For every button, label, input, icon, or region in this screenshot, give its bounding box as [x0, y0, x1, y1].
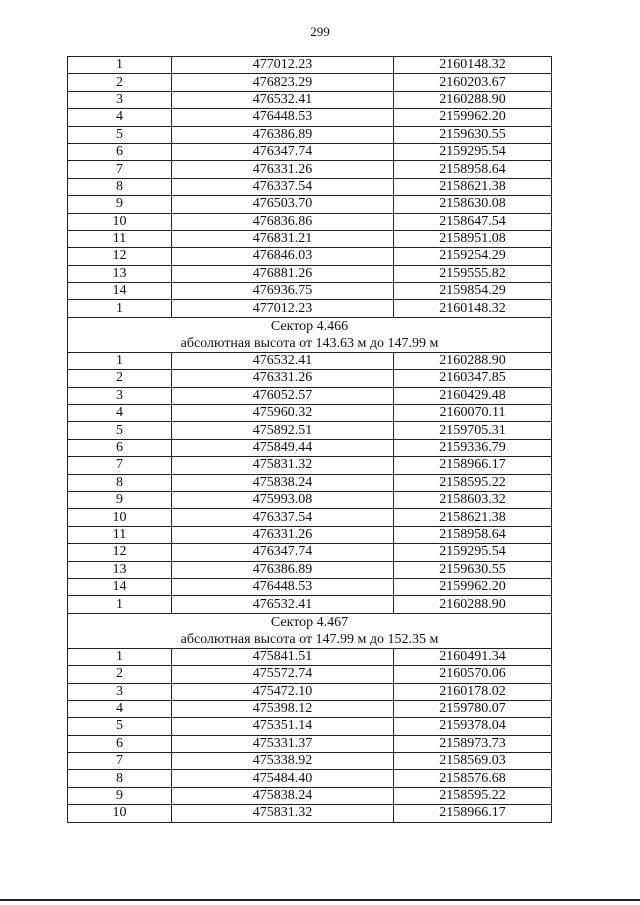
x-coordinate-cell: 475472.10: [172, 683, 394, 700]
sector-title: Сектор 4.467: [270, 614, 349, 630]
y-coordinate-cell: 2159630.55: [394, 561, 552, 578]
x-coordinate-cell: 475960.32: [172, 405, 394, 422]
y-coordinate-cell: 2158595.22: [394, 474, 552, 491]
x-coordinate-cell: 477012.23: [172, 300, 394, 317]
x-coordinate-cell: 475831.32: [172, 457, 394, 474]
point-number-cell: 5: [68, 126, 172, 143]
y-coordinate-cell: 2159555.82: [394, 265, 552, 282]
point-number-cell: 14: [68, 578, 172, 595]
x-coordinate-cell: 476347.74: [172, 544, 394, 561]
coordinates-table: [67, 56, 552, 823]
y-coordinate-cell: 2159295.54: [394, 143, 552, 160]
coordinate-row: [68, 666, 552, 683]
y-coordinate-cell: 2159962.20: [394, 578, 552, 595]
coordinate-row: [68, 300, 552, 317]
coordinate-row: [68, 648, 552, 665]
point-number-cell: 5: [68, 422, 172, 439]
y-coordinate-cell: 2160288.90: [394, 596, 552, 613]
point-number-cell: 4: [68, 700, 172, 717]
coordinate-row: [68, 596, 552, 613]
y-coordinate-cell: 2160288.90: [394, 91, 552, 108]
coordinates-table-body: [68, 57, 552, 823]
page-number: 299: [310, 24, 330, 39]
y-coordinate-cell: 2158569.03: [394, 753, 552, 770]
coordinate-row: [68, 213, 552, 230]
y-coordinate-cell: 2158958.64: [394, 161, 552, 178]
x-coordinate-cell: 475841.51: [172, 648, 394, 665]
point-number-cell: 6: [68, 439, 172, 456]
y-coordinate-cell: 2158958.64: [394, 526, 552, 543]
x-coordinate-cell: 476532.41: [172, 91, 394, 108]
point-number-cell: 1: [68, 57, 172, 74]
coordinate-row: [68, 74, 552, 91]
y-coordinate-cell: 2159854.29: [394, 283, 552, 300]
y-coordinate-cell: 2159254.29: [394, 248, 552, 265]
x-coordinate-cell: 476503.70: [172, 196, 394, 213]
point-number-cell: 11: [68, 526, 172, 543]
y-coordinate-cell: 2159705.31: [394, 422, 552, 439]
y-coordinate-cell: 2160070.11: [394, 405, 552, 422]
point-number-cell: 13: [68, 561, 172, 578]
y-coordinate-cell: 2160148.32: [394, 300, 552, 317]
coordinate-row: [68, 422, 552, 439]
x-coordinate-cell: 476347.74: [172, 143, 394, 160]
y-coordinate-cell: 2160347.85: [394, 370, 552, 387]
y-coordinate-cell: 2158576.68: [394, 770, 552, 787]
sector-header-row: [68, 317, 552, 352]
sector-altitude-range: абсолютная высота от 143.63 м до 147.99 м: [180, 335, 439, 351]
coordinate-row: [68, 700, 552, 717]
point-number-cell: 1: [68, 596, 172, 613]
point-number-cell: 6: [68, 735, 172, 752]
coordinate-row: [68, 126, 552, 143]
coordinate-row: [68, 578, 552, 595]
y-coordinate-cell: 2159295.54: [394, 544, 552, 561]
x-coordinate-cell: 476881.26: [172, 265, 394, 282]
y-coordinate-cell: 2158621.38: [394, 178, 552, 195]
coordinate-row: [68, 387, 552, 404]
coordinate-row: [68, 457, 552, 474]
sector-altitude-range: абсолютная высота от 147.99 м до 152.35 м: [180, 631, 439, 647]
x-coordinate-cell: 475484.40: [172, 770, 394, 787]
point-number-cell: 9: [68, 196, 172, 213]
point-number-cell: 7: [68, 753, 172, 770]
point-number-cell: 6: [68, 143, 172, 160]
y-coordinate-cell: 2158595.22: [394, 787, 552, 804]
sector-title: Сектор 4.466: [270, 318, 349, 334]
coordinate-row: [68, 491, 552, 508]
x-coordinate-cell: 476823.29: [172, 74, 394, 91]
point-number-cell: 9: [68, 491, 172, 508]
coordinate-row: [68, 248, 552, 265]
point-number-cell: 8: [68, 474, 172, 491]
y-coordinate-cell: 2159378.04: [394, 718, 552, 735]
point-number-cell: 4: [68, 109, 172, 126]
x-coordinate-cell: 476331.26: [172, 161, 394, 178]
x-coordinate-cell: 476532.41: [172, 352, 394, 369]
coordinate-row: [68, 143, 552, 160]
x-coordinate-cell: 475398.12: [172, 700, 394, 717]
point-number-cell: 3: [68, 387, 172, 404]
coordinate-row: [68, 439, 552, 456]
coordinate-row: [68, 753, 552, 770]
x-coordinate-cell: 476337.54: [172, 178, 394, 195]
y-coordinate-cell: 2160203.67: [394, 74, 552, 91]
y-coordinate-cell: 2158951.08: [394, 230, 552, 247]
y-coordinate-cell: 2159336.79: [394, 439, 552, 456]
coordinate-row: [68, 526, 552, 543]
sector-header-cell: [68, 317, 552, 352]
x-coordinate-cell: 476052.57: [172, 387, 394, 404]
point-number-cell: 1: [68, 300, 172, 317]
x-coordinate-cell: 476448.53: [172, 578, 394, 595]
point-number-cell: 7: [68, 457, 172, 474]
point-number-cell: 12: [68, 248, 172, 265]
coordinate-row: [68, 230, 552, 247]
x-coordinate-cell: 476386.89: [172, 561, 394, 578]
point-number-cell: 8: [68, 178, 172, 195]
point-number-cell: 3: [68, 683, 172, 700]
y-coordinate-cell: 2160288.90: [394, 352, 552, 369]
x-coordinate-cell: 476448.53: [172, 109, 394, 126]
coordinate-row: [68, 561, 552, 578]
coordinate-row: [68, 787, 552, 804]
y-coordinate-cell: 2158966.17: [394, 457, 552, 474]
point-number-cell: 7: [68, 161, 172, 178]
coordinate-row: [68, 196, 552, 213]
x-coordinate-cell: 476846.03: [172, 248, 394, 265]
y-coordinate-cell: 2160491.34: [394, 648, 552, 665]
point-number-cell: 2: [68, 666, 172, 683]
x-coordinate-cell: 476331.26: [172, 526, 394, 543]
coordinate-row: [68, 161, 552, 178]
y-coordinate-cell: 2158973.73: [394, 735, 552, 752]
y-coordinate-cell: 2160570.06: [394, 666, 552, 683]
coordinate-row: [68, 509, 552, 526]
coordinate-row: [68, 178, 552, 195]
x-coordinate-cell: 477012.23: [172, 57, 394, 74]
x-coordinate-cell: 475892.51: [172, 422, 394, 439]
x-coordinate-cell: 476831.21: [172, 230, 394, 247]
x-coordinate-cell: 475838.24: [172, 474, 394, 491]
y-coordinate-cell: 2159630.55: [394, 126, 552, 143]
y-coordinate-cell: 2158603.32: [394, 491, 552, 508]
x-coordinate-cell: 476532.41: [172, 596, 394, 613]
point-number-cell: 1: [68, 352, 172, 369]
coordinate-row: [68, 265, 552, 282]
coordinate-row: [68, 474, 552, 491]
coordinate-row: [68, 57, 552, 74]
x-coordinate-cell: 475838.24: [172, 787, 394, 804]
x-coordinate-cell: 476386.89: [172, 126, 394, 143]
point-number-cell: 4: [68, 405, 172, 422]
coordinate-row: [68, 352, 552, 369]
y-coordinate-cell: 2158630.08: [394, 196, 552, 213]
x-coordinate-cell: 475331.37: [172, 735, 394, 752]
x-coordinate-cell: 476936.75: [172, 283, 394, 300]
point-number-cell: 10: [68, 213, 172, 230]
point-number-cell: 2: [68, 74, 172, 91]
coordinate-row: [68, 109, 552, 126]
bottom-rule: [0, 899, 640, 901]
point-number-cell: 9: [68, 787, 172, 804]
point-number-cell: 14: [68, 283, 172, 300]
x-coordinate-cell: 476337.54: [172, 509, 394, 526]
y-coordinate-cell: 2159962.20: [394, 109, 552, 126]
x-coordinate-cell: 475572.74: [172, 666, 394, 683]
point-number-cell: 3: [68, 91, 172, 108]
x-coordinate-cell: 475831.32: [172, 805, 394, 822]
y-coordinate-cell: 2158621.38: [394, 509, 552, 526]
coordinate-row: [68, 283, 552, 300]
y-coordinate-cell: 2159780.07: [394, 700, 552, 717]
y-coordinate-cell: 2158647.54: [394, 213, 552, 230]
coordinate-row: [68, 770, 552, 787]
sector-header-cell: [68, 613, 552, 648]
x-coordinate-cell: 476331.26: [172, 370, 394, 387]
x-coordinate-cell: 476836.86: [172, 213, 394, 230]
x-coordinate-cell: 475351.14: [172, 718, 394, 735]
point-number-cell: 10: [68, 509, 172, 526]
point-number-cell: 5: [68, 718, 172, 735]
coordinate-row: [68, 544, 552, 561]
coordinate-row: [68, 805, 552, 822]
y-coordinate-cell: 2160429.48: [394, 387, 552, 404]
point-number-cell: 10: [68, 805, 172, 822]
coordinate-row: [68, 91, 552, 108]
point-number-cell: 13: [68, 265, 172, 282]
y-coordinate-cell: 2160178.02: [394, 683, 552, 700]
x-coordinate-cell: 475993.08: [172, 491, 394, 508]
coordinate-row: [68, 370, 552, 387]
x-coordinate-cell: 475338.92: [172, 753, 394, 770]
point-number-cell: 2: [68, 370, 172, 387]
coordinate-row: [68, 735, 552, 752]
x-coordinate-cell: 475849.44: [172, 439, 394, 456]
point-number-cell: 12: [68, 544, 172, 561]
y-coordinate-cell: 2160148.32: [394, 57, 552, 74]
point-number-cell: 8: [68, 770, 172, 787]
sector-header-row: [68, 613, 552, 648]
point-number-cell: 11: [68, 230, 172, 247]
point-number-cell: 1: [68, 648, 172, 665]
coordinate-row: [68, 683, 552, 700]
coordinate-row: [68, 405, 552, 422]
y-coordinate-cell: 2158966.17: [394, 805, 552, 822]
coordinate-row: [68, 718, 552, 735]
